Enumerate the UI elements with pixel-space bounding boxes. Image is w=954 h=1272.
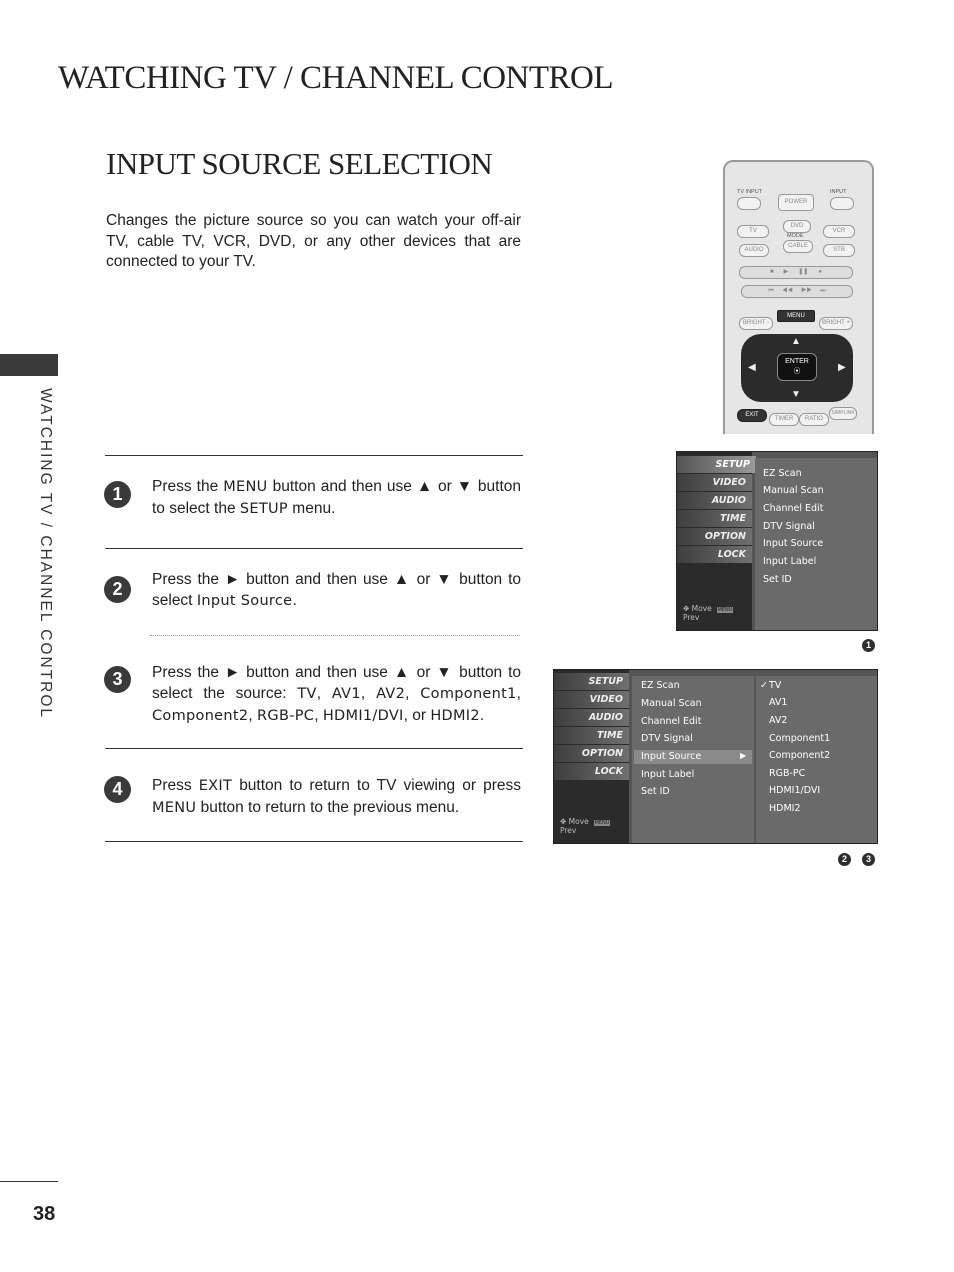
input-source-option: AV2 xyxy=(769,715,788,726)
side-section-label: WATCHING TV / CHANNEL CONTROL xyxy=(37,388,54,719)
enter-label: ENTER xyxy=(785,358,809,365)
osd-tab-option: OPTION xyxy=(554,745,629,762)
osd-tab-setup: SETUP xyxy=(677,456,756,473)
footer-line xyxy=(0,1181,58,1182)
page-number: 38 xyxy=(33,1203,56,1225)
screen-step-ref: 1 xyxy=(862,639,875,652)
bright-plus-button: BRIGHT + xyxy=(819,317,853,330)
osd-footer: ✥ Move MENU Prev xyxy=(683,604,733,622)
playback-row-1: ■ ▶ ❚❚ ● xyxy=(739,266,853,279)
osd-menu-item: Input Label xyxy=(641,769,695,780)
input-button xyxy=(830,197,854,210)
step-number-4: 4 xyxy=(104,776,131,803)
vcr-mode-button: VCR xyxy=(823,225,855,238)
osd-menu-item: Set ID xyxy=(641,786,670,797)
input-source-option: Component2 xyxy=(769,750,831,761)
remote-label-mode: MODE xyxy=(787,233,804,239)
divider xyxy=(105,748,523,749)
osd-tab-option: OPTION xyxy=(677,528,752,545)
checkmark-icon: ✓ xyxy=(760,680,768,691)
nav-up-icon: ▲ xyxy=(791,336,801,347)
osd-menu-item: DTV Signal xyxy=(763,521,815,532)
input-source-option: AV1 xyxy=(769,697,788,708)
power-button: POWER xyxy=(778,194,814,211)
osd-setup-panel xyxy=(632,676,754,843)
nav-left-icon: ◀ xyxy=(748,362,756,373)
tv-input-button xyxy=(737,197,761,210)
osd-tab-video: VIDEO xyxy=(677,474,752,491)
step-3-text: Press the ► button and then use ▲ or ▼ button to select the source: TV, AV1, AV2, Component1, Component2, RGB-PC, HDMI1/DVI, or HDMI2. xyxy=(152,664,521,724)
step-2-text: Press the ► button and then use ▲ or ▼ button to select Input Source. xyxy=(152,571,521,609)
osd-footer-prev: Prev xyxy=(683,613,700,622)
osd-tab-setup: SETUP xyxy=(554,673,629,690)
input-source-option: HDMI2 xyxy=(769,803,801,814)
step-number-3: 3 xyxy=(104,666,131,693)
simplink-button: SIMPLINK xyxy=(829,407,857,420)
screen-step-ref: 3 xyxy=(862,853,875,866)
osd-menu-item: Input Label xyxy=(763,556,817,567)
osd-tab-time: TIME xyxy=(677,510,752,527)
osd-tab-audio: AUDIO xyxy=(677,492,752,509)
tv-mode-button: TV xyxy=(737,225,769,238)
osd-footer-move: Move xyxy=(691,604,712,613)
remote-control-illustration xyxy=(723,160,874,434)
cable-mode-button: CABLE xyxy=(783,240,813,253)
osd-menu-item: EZ Scan xyxy=(763,468,802,479)
remote-label-input: INPUT xyxy=(830,189,847,195)
osd-setup-menu-screen xyxy=(676,451,878,631)
menu-button: MENU xyxy=(777,310,815,322)
playback-row-2: ⏮ ◀◀ ▶▶ ⏭ xyxy=(741,285,853,298)
step-number-1: 1 xyxy=(104,481,131,508)
osd-input-source-screen xyxy=(553,669,878,844)
osd-tab-column xyxy=(554,670,629,843)
osd-menu-item: EZ Scan xyxy=(641,680,680,691)
input-source-option: Component1 xyxy=(769,733,831,744)
osd-tab-time: TIME xyxy=(554,727,629,744)
osd-tab-column xyxy=(677,452,752,630)
audio-mode-button: AUDIO xyxy=(739,244,769,257)
step-1-text: Press the MENU button and then use ▲ or ▼ button to select the SETUP menu. xyxy=(152,478,522,517)
exit-button: EXIT xyxy=(737,409,767,422)
osd-footer-prev: Prev xyxy=(560,826,577,835)
page-title: WATCHING TV / CHANNEL CONTROL xyxy=(58,60,614,96)
intro-paragraph: Changes the picture source so you can watch your off-air TV, cable TV, VCR, DVD, or any other devices that are connected to your TV. xyxy=(106,212,521,270)
osd-menu-item-selected: Input Source xyxy=(641,751,702,762)
osd-menu-item: Manual Scan xyxy=(763,485,824,496)
osd-tab-video: VIDEO xyxy=(554,691,629,708)
stb-mode-button: STB xyxy=(823,244,855,257)
section-title: INPUT SOURCE SELECTION xyxy=(106,146,493,181)
screen-step-ref: 2 xyxy=(838,853,851,866)
osd-footer: ✥ Move MENU Prev xyxy=(560,817,610,835)
osd-input-source-panel xyxy=(756,676,877,843)
enter-button: ENTER ⦿ xyxy=(777,353,817,381)
osd-tab-audio: AUDIO xyxy=(554,709,629,726)
osd-footer-menu-badge: MENU xyxy=(717,607,733,613)
osd-menu-item: Input Source xyxy=(763,538,824,549)
dotted-divider xyxy=(150,635,520,636)
timer-button: TIMER xyxy=(769,413,799,426)
osd-setup-panel xyxy=(755,458,877,630)
osd-menu-item: Channel Edit xyxy=(641,716,702,727)
divider xyxy=(105,841,523,842)
step-4-text: Press EXIT button to return to TV viewing or press MENU button to return to the previous menu. xyxy=(152,777,521,816)
navigation-pad xyxy=(741,334,853,402)
input-source-option: RGB-PC xyxy=(769,768,806,779)
osd-menu-item: Set ID xyxy=(763,574,792,585)
osd-menu-item: DTV Signal xyxy=(641,733,693,744)
remote-label-tv-input: TV INPUT xyxy=(737,189,763,195)
nav-down-icon: ▼ xyxy=(791,389,801,400)
submenu-arrow-icon: ▶ xyxy=(740,751,747,760)
osd-tab-lock: LOCK xyxy=(554,763,629,780)
side-tab-marker xyxy=(0,354,58,376)
step-number-2: 2 xyxy=(104,576,131,603)
osd-footer-move: Move xyxy=(568,817,589,826)
osd-tab-lock: LOCK xyxy=(677,546,752,563)
divider xyxy=(105,455,523,456)
osd-menu-item: Channel Edit xyxy=(763,503,824,514)
divider xyxy=(105,548,523,549)
osd-menu-item: Manual Scan xyxy=(641,698,702,709)
ratio-button: RATIO xyxy=(799,413,829,426)
dvd-mode-button: DVD xyxy=(783,220,811,233)
bright-minus-button: BRIGHT - xyxy=(739,317,773,330)
nav-right-icon: ▶ xyxy=(838,362,846,373)
osd-footer-menu-badge: MENU xyxy=(594,820,610,826)
input-source-option: TV xyxy=(769,680,782,691)
input-source-option: HDMI1/DVI xyxy=(769,785,821,796)
